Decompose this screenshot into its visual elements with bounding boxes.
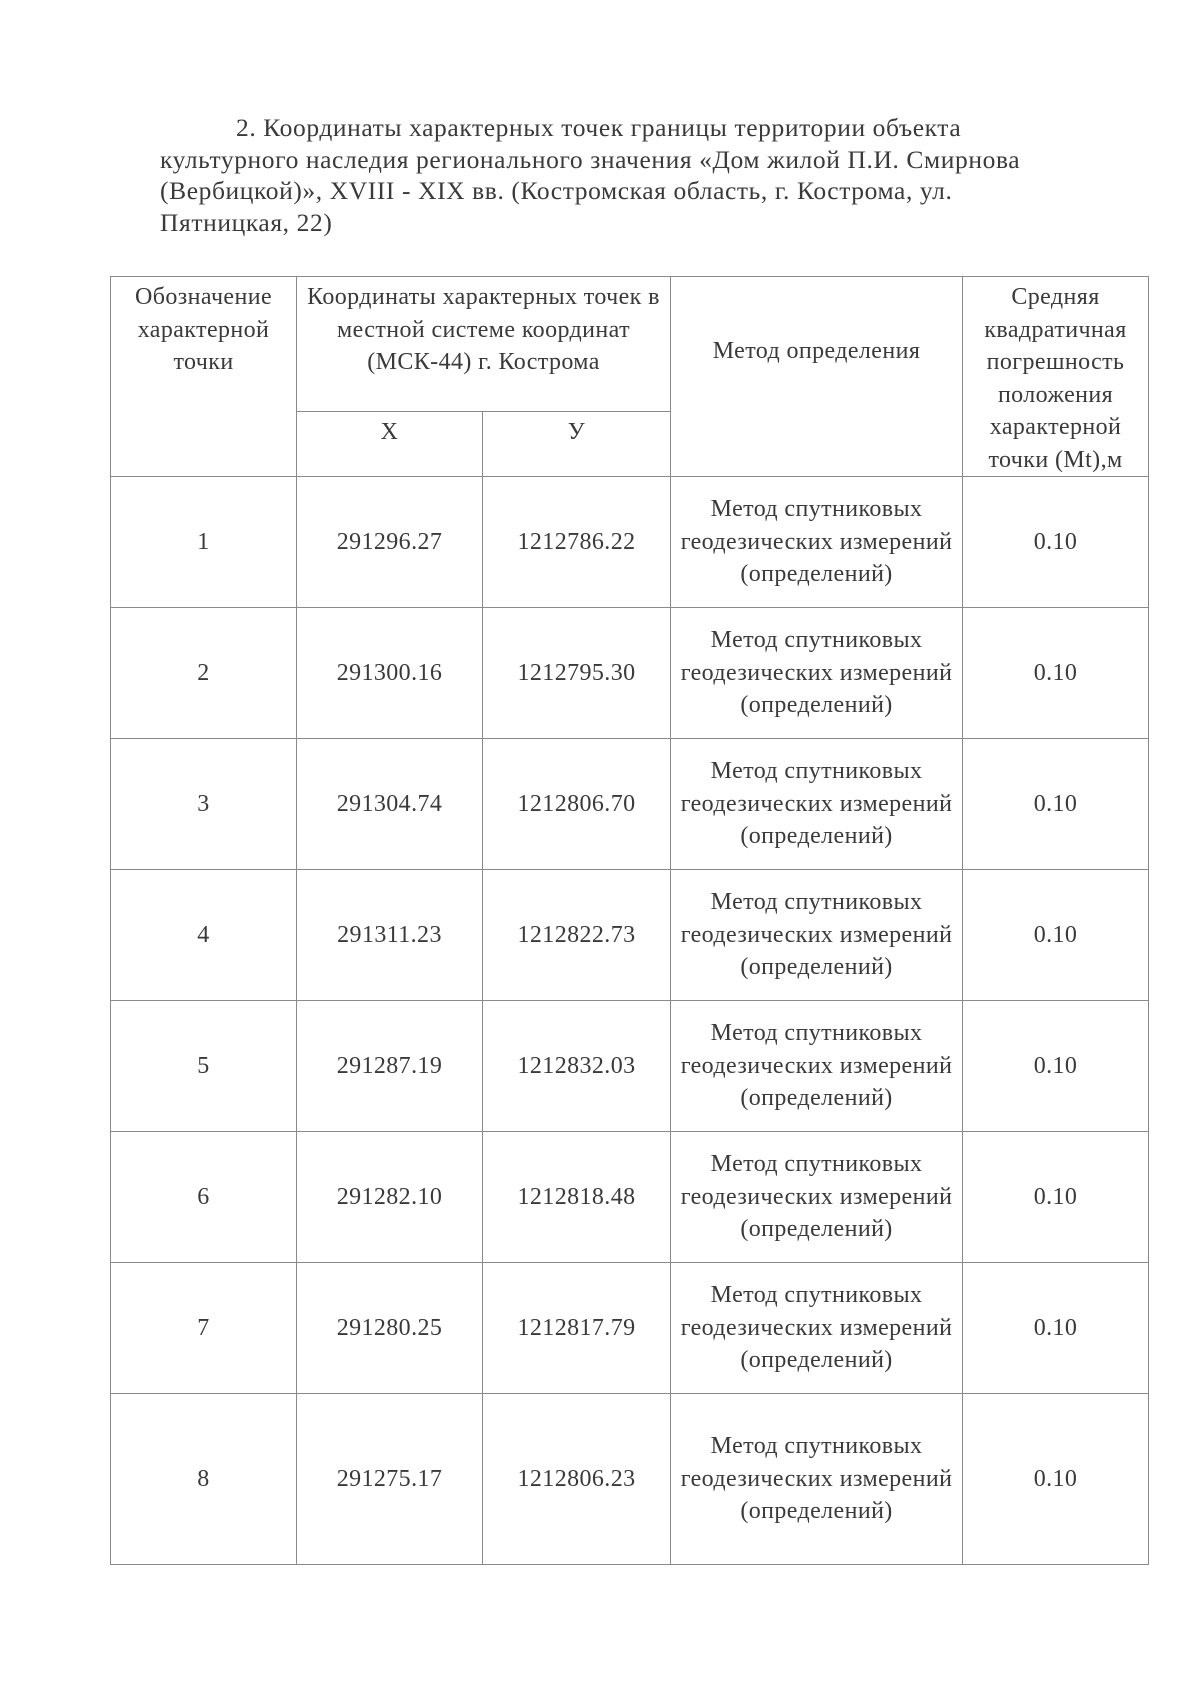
header-coordinates: Координаты характерных точек в местной системе координат (МСК-44) г. Кострома xyxy=(297,277,671,412)
heading-line-1: 2. Координаты характерных точек границы территории объекта xyxy=(236,113,962,142)
cell-y: 1212806.23 xyxy=(483,1394,671,1565)
header-error: Средняя квадратичная погрешность положения характерной точки (Mt),м xyxy=(963,277,1149,477)
cell-x: 291296.27 xyxy=(297,477,483,608)
cell-point: 7 xyxy=(111,1263,297,1394)
cell-method: Метод спутниковых геодезических измерений (определений) xyxy=(671,1263,963,1394)
cell-error: 0.10 xyxy=(963,1263,1149,1394)
cell-error: 0.10 xyxy=(963,1132,1149,1263)
cell-point: 8 xyxy=(111,1394,297,1565)
table-row xyxy=(111,1001,1149,1132)
cell-y: 1212818.48 xyxy=(483,1132,671,1263)
cell-method: Метод спутниковых геодезических измерений (определений) xyxy=(671,1132,963,1263)
coordinates-table xyxy=(110,276,1149,1565)
cell-point: 6 xyxy=(111,1132,297,1263)
header-point-designation: Обозначение характерной точки xyxy=(111,277,297,477)
cell-method: Метод спутниковых геодезических измерений (определений) xyxy=(671,1394,963,1565)
cell-x: 291304.74 xyxy=(297,739,483,870)
cell-method: Метод спутниковых геодезических измерений (определений) xyxy=(671,870,963,1001)
cell-y: 1212822.73 xyxy=(483,870,671,1001)
table-row xyxy=(111,1263,1149,1394)
cell-y: 1212817.79 xyxy=(483,1263,671,1394)
cell-error: 0.10 xyxy=(963,739,1149,870)
cell-x: 291282.10 xyxy=(297,1132,483,1263)
cell-x: 291287.19 xyxy=(297,1001,483,1132)
cell-y: 1212806.70 xyxy=(483,739,671,870)
cell-error: 0.10 xyxy=(963,1001,1149,1132)
heading-line-2: культурного наследия регионального значения «Дом жилой П.И. Смирнова xyxy=(160,144,1021,174)
cell-y: 1212832.03 xyxy=(483,1001,671,1132)
cell-error: 0.10 xyxy=(963,608,1149,739)
heading-line-3: (Вербицкой)», XVIII - XIX вв. (Костромская область, г. Кострома, ул. xyxy=(160,176,953,205)
cell-method: Метод спутниковых геодезических измерений (определений) xyxy=(671,739,963,870)
cell-error: 0.10 xyxy=(963,870,1149,1001)
cell-point: 4 xyxy=(111,870,297,1001)
header-y: У xyxy=(483,412,671,477)
cell-point: 3 xyxy=(111,739,297,870)
heading-line-4: Пятницкая, 22) xyxy=(160,207,333,237)
cell-error: 0.10 xyxy=(963,1394,1149,1565)
section-heading xyxy=(160,112,1084,238)
cell-y: 1212795.30 xyxy=(483,608,671,739)
cell-error: 0.10 xyxy=(963,477,1149,608)
cell-point: 5 xyxy=(111,1001,297,1132)
table-row xyxy=(111,608,1149,739)
table-row xyxy=(111,870,1149,1001)
cell-point: 1 xyxy=(111,477,297,608)
header-method: Метод определения xyxy=(671,277,963,477)
cell-method: Метод спутниковых геодезических измерений (определений) xyxy=(671,477,963,608)
header-x: X xyxy=(297,412,483,477)
cell-x: 291311.23 xyxy=(297,870,483,1001)
cell-y: 1212786.22 xyxy=(483,477,671,608)
table-row xyxy=(111,1132,1149,1263)
cell-x: 291280.25 xyxy=(297,1263,483,1394)
cell-x: 291300.16 xyxy=(297,608,483,739)
table-row xyxy=(111,1394,1149,1565)
cell-method: Метод спутниковых геодезических измерений (определений) xyxy=(671,1001,963,1132)
cell-x: 291275.17 xyxy=(297,1394,483,1565)
table-row xyxy=(111,739,1149,870)
cell-method: Метод спутниковых геодезических измерений (определений) xyxy=(671,608,963,739)
table-row xyxy=(111,477,1149,608)
cell-point: 2 xyxy=(111,608,297,739)
